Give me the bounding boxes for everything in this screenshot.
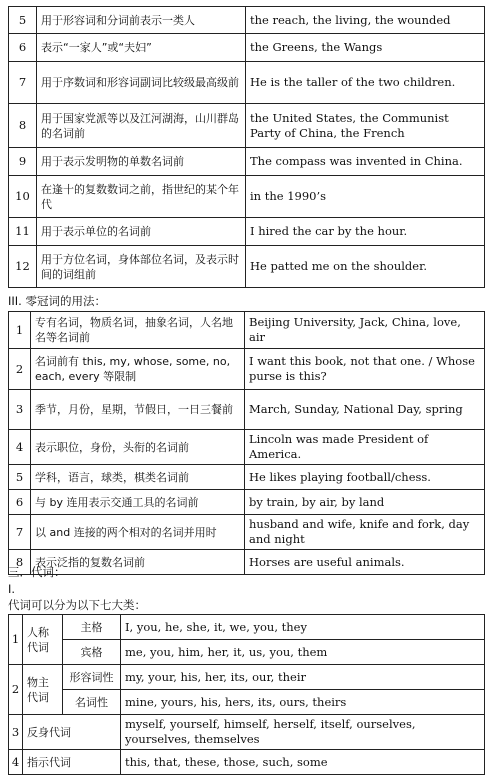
- row-number: 4: [9, 750, 23, 775]
- row-number: 4: [9, 430, 31, 465]
- table-row: [9, 430, 485, 465]
- table-row: [9, 390, 485, 430]
- usage-example: March, Sunday, National Day, spring: [245, 390, 485, 430]
- table-row: [9, 515, 485, 550]
- table-row: [9, 176, 485, 218]
- usage-example: by train, by air, by land: [245, 490, 485, 515]
- usage-description: 与 by 连用表示交通工具的名词前: [31, 490, 245, 515]
- usage-description: 用于表示单位的名词前: [37, 218, 246, 246]
- usage-example: husband and wife, knife and fork, day and night: [245, 515, 485, 550]
- table-row: [9, 665, 485, 690]
- article-usage-table: [8, 6, 485, 288]
- row-number: 7: [9, 515, 31, 550]
- table-row: [9, 7, 485, 34]
- row-number: 1: [9, 615, 23, 665]
- pronoun-category: 物主代词: [23, 665, 63, 715]
- pronoun-examples: I, you, he, she, it, we, you, they: [121, 615, 485, 640]
- table-row: [9, 34, 485, 62]
- pronoun-category: 指示代词: [23, 750, 121, 775]
- table-row: [9, 104, 485, 148]
- table-row: [9, 550, 485, 575]
- pronoun-examples: this, that, these, those, such, some: [121, 750, 485, 775]
- pronoun-category: 人称代词: [23, 615, 63, 665]
- usage-example: The compass was invented in China.: [246, 148, 485, 176]
- table-row: [9, 312, 485, 349]
- pronoun-examples: myself, yourself, himself, herself, itself, ourselves, yourselves, themselves: [121, 715, 485, 750]
- usage-example: He likes playing football/chess.: [245, 465, 485, 490]
- row-number: 7: [9, 62, 37, 104]
- usage-description: 专有名词，物质名词，抽象名词，人名地名等名词前: [31, 312, 245, 349]
- usage-description: 名词前有 this, my, whose, some, no, each, every 等限制: [31, 349, 245, 390]
- usage-example: Lincoln was made President of America.: [245, 430, 485, 465]
- pronoun-table: [8, 614, 485, 775]
- pronoun-subcategory: 形容词性: [63, 665, 121, 690]
- pronoun-subcategory: 主格: [63, 615, 121, 640]
- section-heading-zero-article: III. 零冠词的用法：: [8, 294, 106, 308]
- row-number: 3: [9, 715, 23, 750]
- usage-example: He patted me on the shoulder.: [246, 246, 485, 288]
- row-number: 3: [9, 390, 31, 430]
- row-number: 1: [9, 312, 31, 349]
- table-row: [9, 750, 485, 775]
- row-number: 6: [9, 490, 31, 515]
- pronoun-examples: me, you, him, her, it, us, you, them: [121, 640, 485, 665]
- table-row: [9, 615, 485, 640]
- usage-description: 以 and 连接的两个相对的名词并用时: [31, 515, 245, 550]
- usage-example: He is the taller of the two children.: [246, 62, 485, 104]
- usage-description: 表示职位，身份，头衔的名词前: [31, 430, 245, 465]
- usage-example: the reach, the living, the wounded: [246, 7, 485, 34]
- usage-description: 表示泛指的复数名词前: [31, 550, 245, 575]
- row-number: 10: [9, 176, 37, 218]
- row-number: 12: [9, 246, 37, 288]
- pronoun-subcategory: 宾格: [63, 640, 121, 665]
- usage-description: 用于国家党派等以及江河湖海，山川群岛的名词前: [37, 104, 246, 148]
- usage-example: Horses are useful animals.: [245, 550, 485, 575]
- zero-article-table: [8, 311, 485, 575]
- usage-example: the United States, the Communist Party of China, the French: [246, 104, 485, 148]
- section-roman-numeral: I.: [8, 582, 16, 596]
- pronoun-examples: my, your, his, her, its, our, their: [121, 665, 485, 690]
- row-number: 2: [9, 665, 23, 715]
- table-row: [9, 148, 485, 176]
- usage-description: 用于形容词和分词前表示一类人: [37, 7, 246, 34]
- row-number: 9: [9, 148, 37, 176]
- row-number: 2: [9, 349, 31, 390]
- table-row: [9, 490, 485, 515]
- pronoun-examples: mine, yours, his, hers, its, ours, theirs: [121, 690, 485, 715]
- table-row: [9, 62, 485, 104]
- pronoun-category: 反身代词: [23, 715, 121, 750]
- usage-description: 用于表示发明物的单数名词前: [37, 148, 246, 176]
- usage-description: 用于序数词和形容词副词比较级最高级前: [37, 62, 246, 104]
- row-number: 5: [9, 7, 37, 34]
- pronoun-subcategory: 名词性: [63, 690, 121, 715]
- row-number: 5: [9, 465, 31, 490]
- table-row: [9, 690, 485, 715]
- row-number: 8: [9, 550, 31, 575]
- section-heading-pronoun: 三．代词：: [8, 565, 66, 579]
- usage-example: Beijing University, Jack, China, love, air: [245, 312, 485, 349]
- row-number: 6: [9, 34, 37, 62]
- table-row: [9, 640, 485, 665]
- usage-example: I want this book, not that one. / Whose purse is this?: [245, 349, 485, 390]
- row-number: 11: [9, 218, 37, 246]
- usage-description: 用于方位名词，身体部位名词，及表示时间的词组前: [37, 246, 246, 288]
- usage-example: the Greens, the Wangs: [246, 34, 485, 62]
- usage-example: in the 1990’s: [246, 176, 485, 218]
- usage-description: 在逢十的复数数词之前，指世纪的某个年代: [37, 176, 246, 218]
- usage-description: 学科，语言，球类，棋类名词前: [31, 465, 245, 490]
- table-row: [9, 349, 485, 390]
- pronoun-intro: 代词可以分为以下七大类：: [8, 598, 146, 612]
- table-row: [9, 465, 485, 490]
- table-row: [9, 715, 485, 750]
- usage-description: 季节，月份，星期，节假日，一日三餐前: [31, 390, 245, 430]
- usage-description: 表示“一家人”或“夫妇”: [37, 34, 246, 62]
- row-number: 8: [9, 104, 37, 148]
- usage-example: I hired the car by the hour.: [246, 218, 485, 246]
- table-row: [9, 218, 485, 246]
- table-row: [9, 246, 485, 288]
